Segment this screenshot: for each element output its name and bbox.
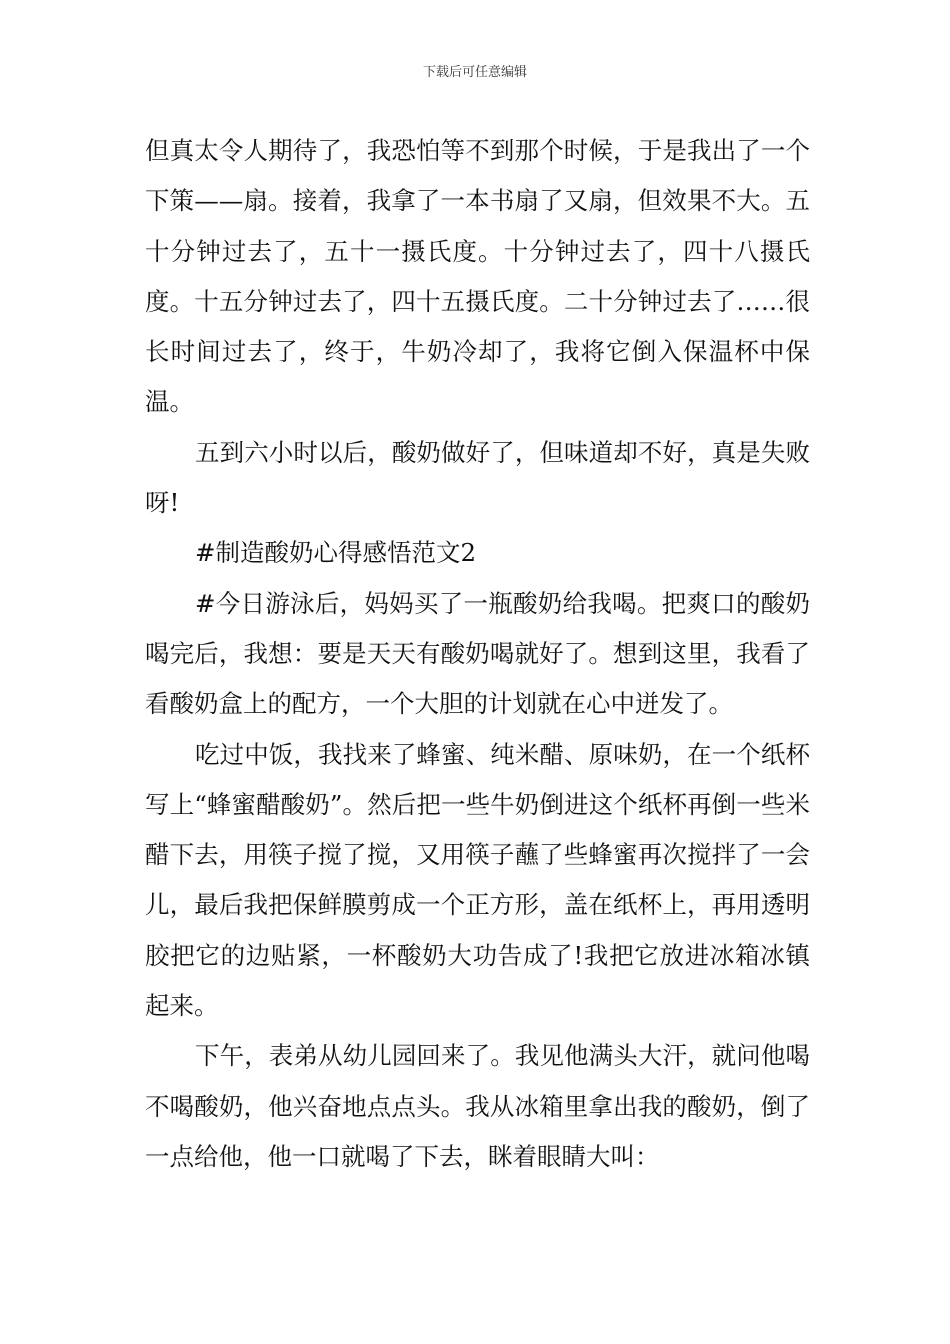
section-heading: #制造酸奶心得感悟范文2 — [195, 538, 477, 568]
paragraph-afternoon: 下午，表弟从幼儿园回来了。我见他满头大汗，就问他喝不喝酸奶，他兴奋地点点头。我从冰箱里拿出我的酸奶，倒了一点给他，他一口就喝了下去，眯着眼睛大叫： — [145, 1041, 810, 1171]
paragraph-making: 吃过中饭，我找来了蜂蜜、纯米醋、原味奶，在一个纸杯写上“蜂蜜醋酸奶”。然后把一些牛奶倒进这个纸杯再倒一些米醋下去，用筷子搅了搅，又用筷子蘸了些蜂蜜再次搅拌了一会儿，最后我把保鲜膜剪成一个正方形，盖在纸杯上，再用透明胶把它的边贴紧，一杯酸奶大功告成了!我把它放进冰箱冰镇起来。 — [145, 739, 810, 1021]
paragraph-intro: #今日游泳后，妈妈买了一瓶酸奶给我喝。把爽口的酸奶喝完后，我想：要是天天有酸奶喝就好了。想到这里，我看了看酸奶盒上的配方，一个大胆的计划就在心中迸发了。 — [145, 588, 810, 719]
header-note: 下载后可任意编辑 — [422, 65, 527, 80]
paragraph-result: 五到六小时以后，酸奶做好了，但味道却不好，真是失败呀! — [145, 437, 810, 518]
document-body — [145, 126, 810, 1182]
paragraph-continuation: 但真太令人期待了，我恐怕等不到那个时候，于是我出了一个下策——扇。接着，我拿了一本书扇了又扇，但效果不大。五十分钟过去了，五十一摄氏度。十分钟过去了，四十八摄氏度。十五分钟过去了，四十五摄氏度。二十分钟过去了……很长时间过去了，终于，牛奶冷却了，我将它倒入保温杯中保温。 — [145, 136, 810, 417]
